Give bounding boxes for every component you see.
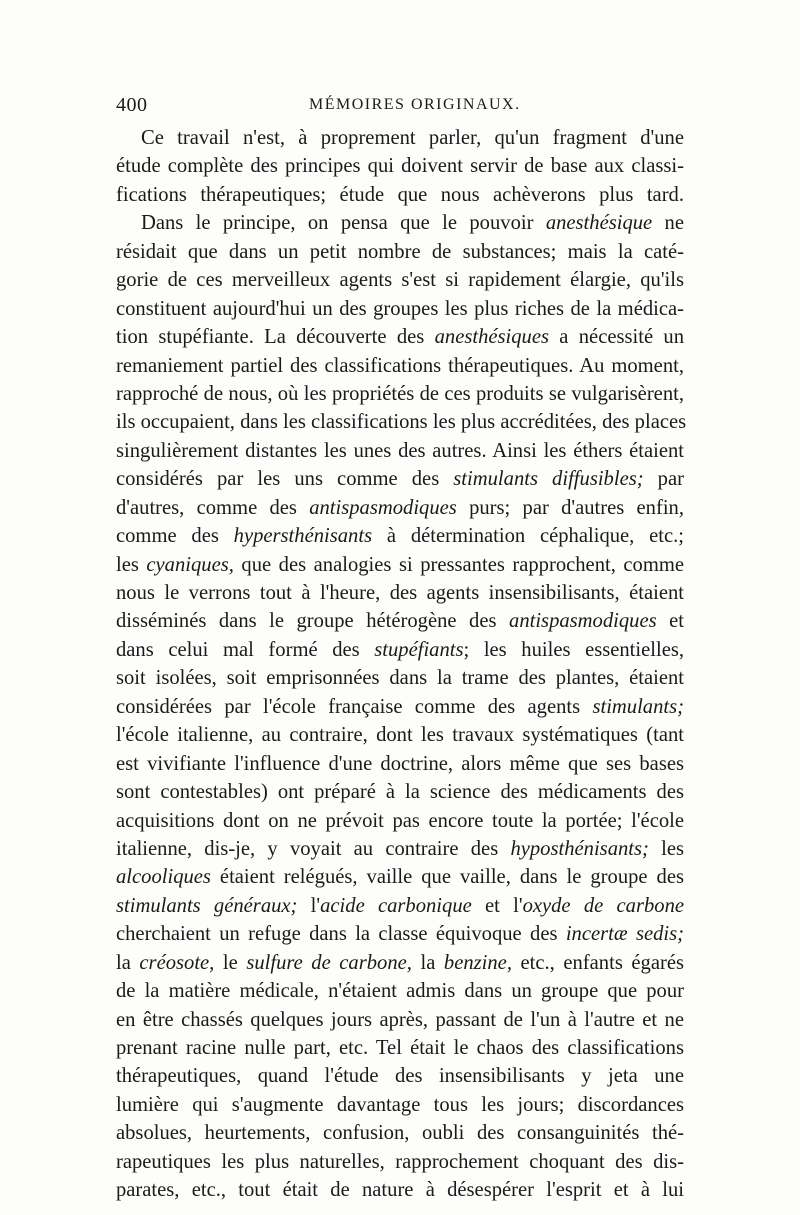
text-segment: étude complète des principes qui doivent servir de base aux classi-	[116, 155, 684, 178]
text-segment: considérés par les uns comme des	[116, 468, 454, 491]
text-segment: a nécessité un	[549, 326, 684, 349]
text-segment: acquisitions dont on ne prévoit pas encore toute la portée; l'école	[116, 809, 684, 832]
text-segment: nous le verrons tout à l'heure, des agents insensibilisants, étaient	[116, 582, 684, 604]
text-line	[116, 437, 684, 465]
text-segment: soit isolées, soit emprisonnées dans la trame des plantes, étaient	[116, 667, 684, 690]
text-segment: la	[116, 951, 140, 974]
text-segment: thérapeutiques, quand l'étude des insensibilisants y jeta une	[116, 1065, 684, 1088]
text-segment: l'école italienne, au contraire, dont les travaux systématiques (tant	[116, 724, 684, 747]
text-segment: lumière qui s'augmente davantage tous les jours; discordances	[116, 1093, 684, 1116]
text-line	[116, 636, 684, 664]
text-segment: en être chassés quelques jours après, passant de l'un à l'autre et ne	[116, 1008, 684, 1031]
text-line	[116, 949, 684, 977]
text-segment: ne	[652, 212, 684, 235]
text-line	[116, 209, 684, 237]
text-line	[116, 1006, 684, 1034]
italic-term: alcooliques	[116, 866, 211, 889]
text-segment: l'	[297, 894, 321, 917]
text-line	[116, 1119, 684, 1147]
text-line	[116, 807, 684, 835]
text-segment: par	[643, 468, 684, 491]
text-segment: constituent aujourd'hui un des groupes les plus riches de la médica-	[116, 297, 684, 320]
text-line	[116, 1091, 684, 1119]
text-segment: ils occupaient, dans les classifications les plus accréditées, des places	[116, 411, 687, 434]
text-segment: Dans le principe, on pensa que le pouvoir	[141, 212, 546, 235]
text-line	[116, 664, 684, 692]
italic-term: oxyde de carbone	[522, 894, 685, 917]
body-text	[116, 124, 687, 1205]
text-segment: tion stupéfiante. La découverte des	[116, 326, 435, 349]
text-segment: dans celui mal formé des	[116, 638, 375, 661]
text-segment: disséminés dans le groupe hétérogène des	[116, 610, 510, 633]
text-line	[116, 323, 684, 351]
text-segment: à détermination céphalique, etc.;	[372, 525, 684, 548]
text-segment: et l'	[471, 894, 523, 917]
text-line	[116, 835, 684, 863]
text-line	[116, 607, 684, 635]
text-segment: singulièrement distantes les unes des autres. Ainsi les éthers étaient	[116, 439, 684, 462]
text-segment: sont contestables) ont préparé à la science des médicaments des	[116, 781, 684, 804]
text-segment: de la matière médicale, n'étaient admis dans un groupe que pour	[116, 980, 684, 1003]
italic-term: incertæ sedis;	[565, 923, 684, 946]
text-segment: gorie de ces merveilleux agents s'est si rapidement élargie, qu'ils	[116, 269, 684, 292]
italic-term: anesthésiques	[434, 326, 549, 349]
text-segment: italienne, dis-je, y voyait au contraire des	[116, 837, 511, 860]
text-segment: remaniement partiel des classifications thérapeutiques. Au moment,	[116, 354, 684, 377]
text-segment: ; les huiles essentielles,	[463, 638, 685, 661]
text-line	[116, 1062, 684, 1090]
text-line	[116, 920, 684, 948]
text-segment: fications thérapeutiques; étude que nous achèverons plus tard.	[116, 183, 684, 206]
text-segment: purs; par d'autres enfin,	[456, 496, 685, 519]
text-line	[116, 551, 684, 579]
italic-term: créosote,	[139, 951, 215, 974]
page-header	[116, 94, 684, 124]
running-head: MÉMOIRES ORIGINAUX.	[309, 96, 521, 113]
text-segment: prenant racine nulle part, etc. Tel était le chaos des classifications	[116, 1037, 684, 1059]
italic-term: hyposthénisants;	[510, 837, 649, 860]
text-line	[116, 778, 684, 806]
text-line	[116, 579, 684, 607]
text-line	[116, 238, 684, 266]
text-line	[116, 152, 684, 180]
text-segment: les	[116, 553, 147, 576]
italic-term: stimulants diffusibles;	[453, 468, 644, 491]
text-line	[116, 465, 684, 493]
text-segment: etc., enfants égarés	[511, 951, 684, 974]
italic-term: benzine,	[443, 951, 512, 974]
text-segment: comme des	[116, 525, 234, 548]
text-line	[116, 693, 684, 721]
italic-term: sulfure de carbone,	[246, 951, 412, 974]
text-line	[116, 892, 684, 920]
italic-term: stimulants;	[592, 695, 684, 718]
italic-term: cyaniques,	[146, 553, 234, 576]
text-segment: considérées par l'école française comme des agents	[116, 695, 593, 718]
italic-term: acide carbonique	[320, 894, 472, 917]
text-line	[116, 1176, 684, 1204]
italic-term: hypersthénisants	[233, 525, 373, 548]
text-line	[116, 721, 684, 749]
text-segment: parates, etc., tout était de nature à désespérer l'esprit et à lui	[116, 1179, 684, 1202]
italic-term: stimulants généraux;	[116, 894, 298, 917]
text-line	[116, 1034, 684, 1062]
text-line	[116, 124, 684, 152]
text-segment: rapeutiques les plus naturelles, rapprochement choquant des dis-	[116, 1150, 684, 1173]
text-line	[116, 380, 684, 408]
text-segment: la	[411, 951, 444, 974]
text-segment: Ce travail n'est, à proprement parler, qu'un fragment d'une	[141, 127, 684, 149]
text-segment: les	[648, 837, 685, 860]
text-segment: le	[214, 951, 247, 974]
italic-term: anesthésique	[545, 212, 653, 235]
text-segment: absolues, heurtements, confusion, oubli des consanguinités thé-	[116, 1122, 684, 1145]
text-segment: d'autres, comme des	[116, 496, 310, 519]
text-line	[116, 522, 684, 550]
text-line	[116, 863, 684, 891]
page-number: 400	[116, 94, 148, 116]
text-line	[116, 1148, 684, 1176]
italic-term: stupéfiants	[374, 638, 464, 661]
text-segment: est vivifiante l'influence d'une doctrine, alors même que ses bases	[116, 752, 684, 775]
italic-term: antispasmodiques	[309, 496, 457, 519]
text-segment: rapproché de nous, où les propriétés de ces produits se vulgarisèrent,	[116, 382, 684, 405]
text-segment: et	[656, 610, 684, 633]
text-segment: étaient relégués, vaille que vaille, dans le groupe des	[210, 866, 684, 889]
text-line	[116, 977, 684, 1005]
text-line	[116, 352, 684, 380]
text-line	[116, 266, 684, 294]
text-line	[116, 408, 687, 436]
text-line	[116, 295, 684, 323]
text-line	[116, 494, 684, 522]
text-segment: que des analogies si pressantes rapprochent, comme	[233, 553, 684, 576]
text-line	[116, 750, 684, 778]
italic-term: antispasmodiques	[509, 610, 657, 633]
text-line	[116, 181, 684, 209]
text-segment: cherchaient un refuge dans la classe équivoque des	[116, 923, 566, 946]
text-segment: résidait que dans un petit nombre de substances; mais la caté-	[116, 240, 684, 263]
